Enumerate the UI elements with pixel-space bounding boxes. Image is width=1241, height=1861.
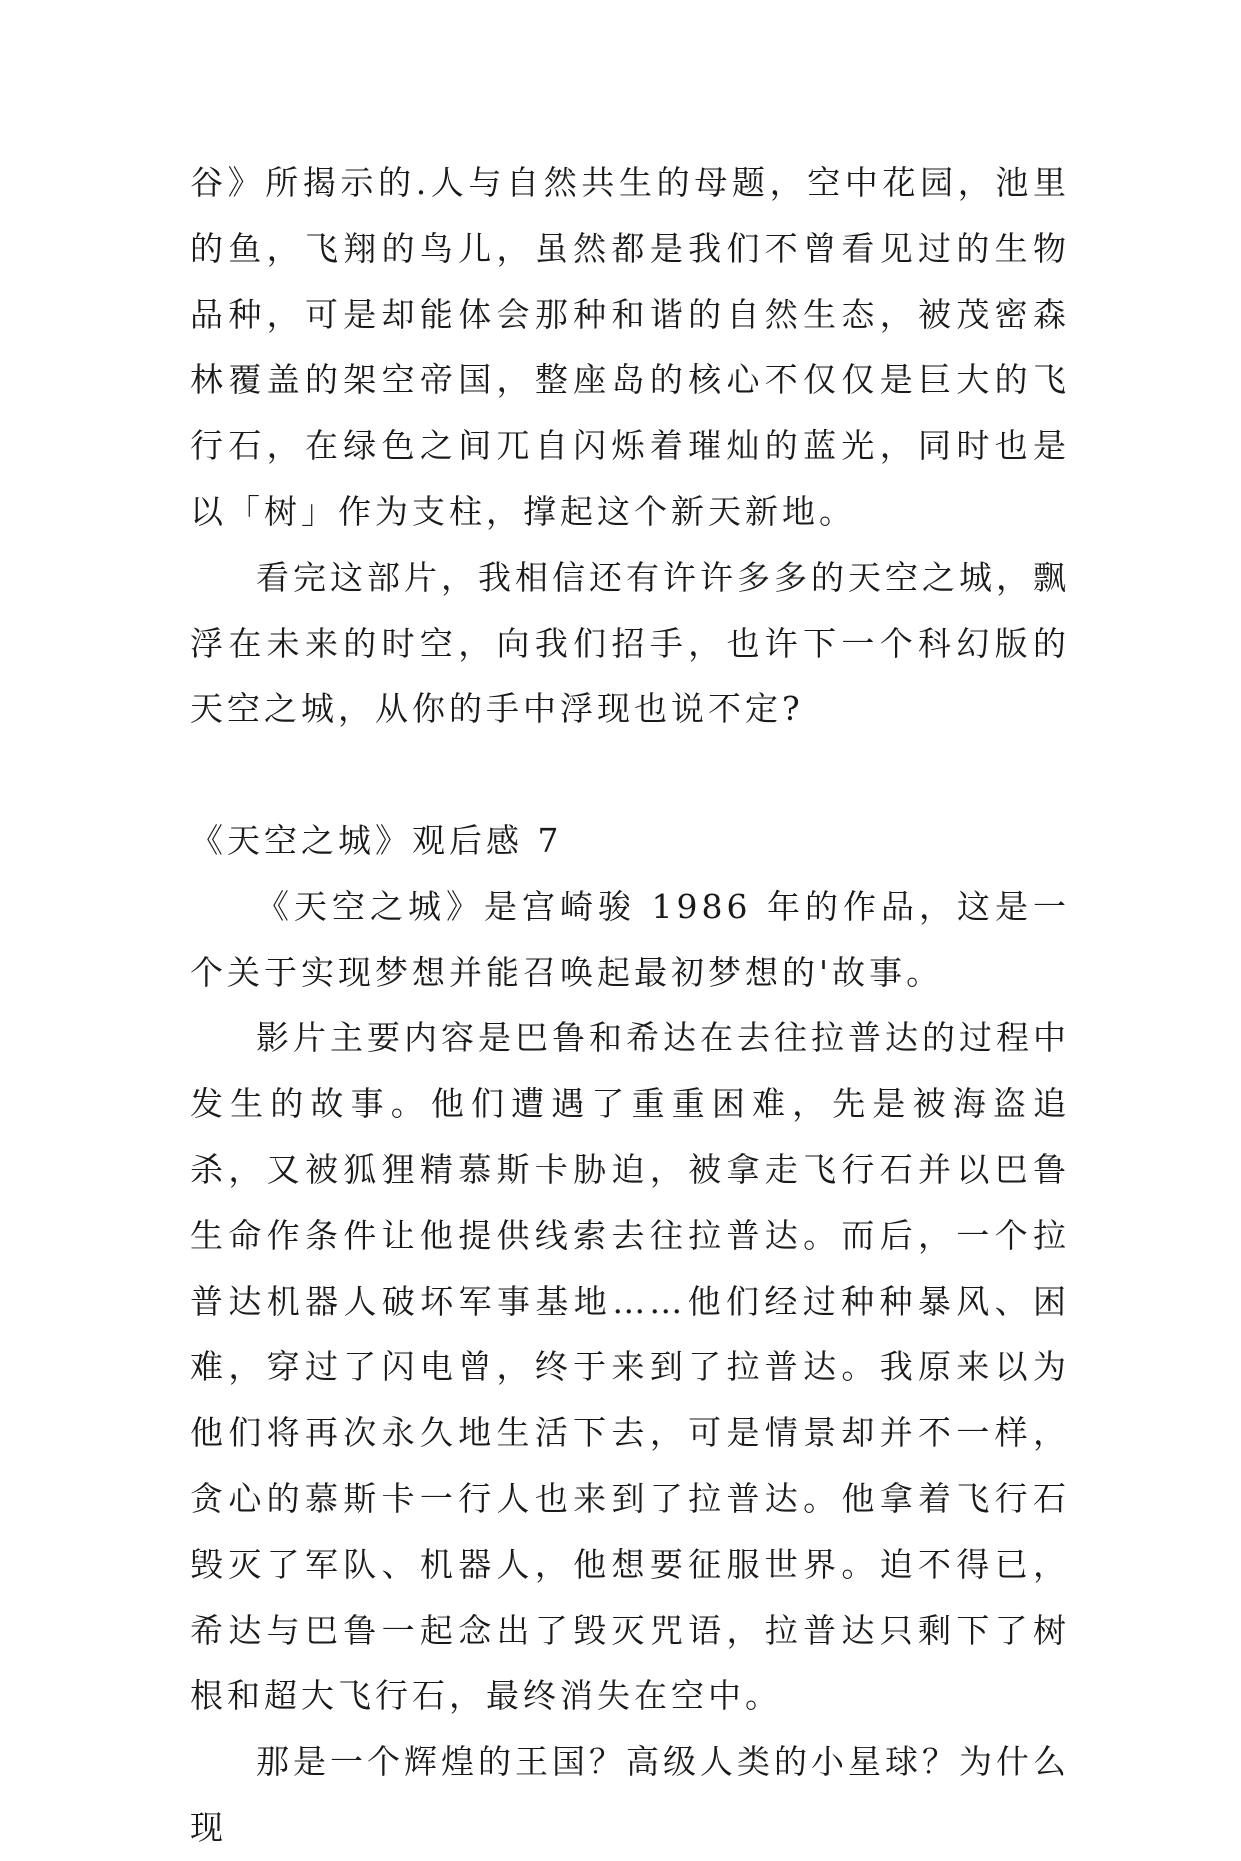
- section-heading: 《天空之城》观后感 7: [190, 820, 563, 860]
- paragraph-continuation: 谷》所揭示的.人与自然共生的母题，空中花园，池里的鱼，飞翔的鸟儿，虽然都是我们不曾看见过的生物品种，可是却能体会那种和谐的自然生态，被茂密森林覆盖的架空帝国，整座岛的核心不仅仅是巨大的飞行石，在绿色之间兀自闪烁着璀灿的蓝光，同时也是以「树」作为支柱，撑起这个新天新地。: [190, 163, 1070, 531]
- paragraph-question: 那是一个辉煌的王国？高级人类的小星球？为什么现: [190, 1742, 1070, 1847]
- paragraph-plot: 影片主要内容是巴鲁和希达在去往拉普达的过程中发生的故事。他们遭遇了重重困难，先是被海盗追杀，又被狐狸精慕斯卡胁迫，被拿走飞行石并以巴鲁生命作条件让他提供线索去往拉普达。而后，一个拉普达机器人破坏军事基地……他们经过种种暴风、困难，穿过了闪电曾，终于来到了拉普达。我原来以为他们将再次永久地生活下去，可是情景却并不一样，贪心的慕斯卡一行人也来到了拉普达。他拿着飞行石毁灭了军队、机器人，他想要征服世界。迫不得已，希达与巴鲁一起念出了毁灭咒语，拉普达只剩下了树根和超大飞行石，最终消失在空中。: [190, 1018, 1070, 1716]
- section-spacer: [190, 742, 1070, 808]
- paragraph-intro: 《天空之城》是宫崎骏 1986 年的作品，这是一个关于实现梦想并能召唤起最初梦想的'故事。: [190, 886, 1070, 992]
- body-text: [190, 150, 1070, 1861]
- paragraph-conclusion: 看完这部片，我相信还有许许多多的天空之城，飘浮在未来的时空，向我们招手，也许下一个科幻版的天空之城，从你的手中浮现也说不定?: [190, 557, 1070, 729]
